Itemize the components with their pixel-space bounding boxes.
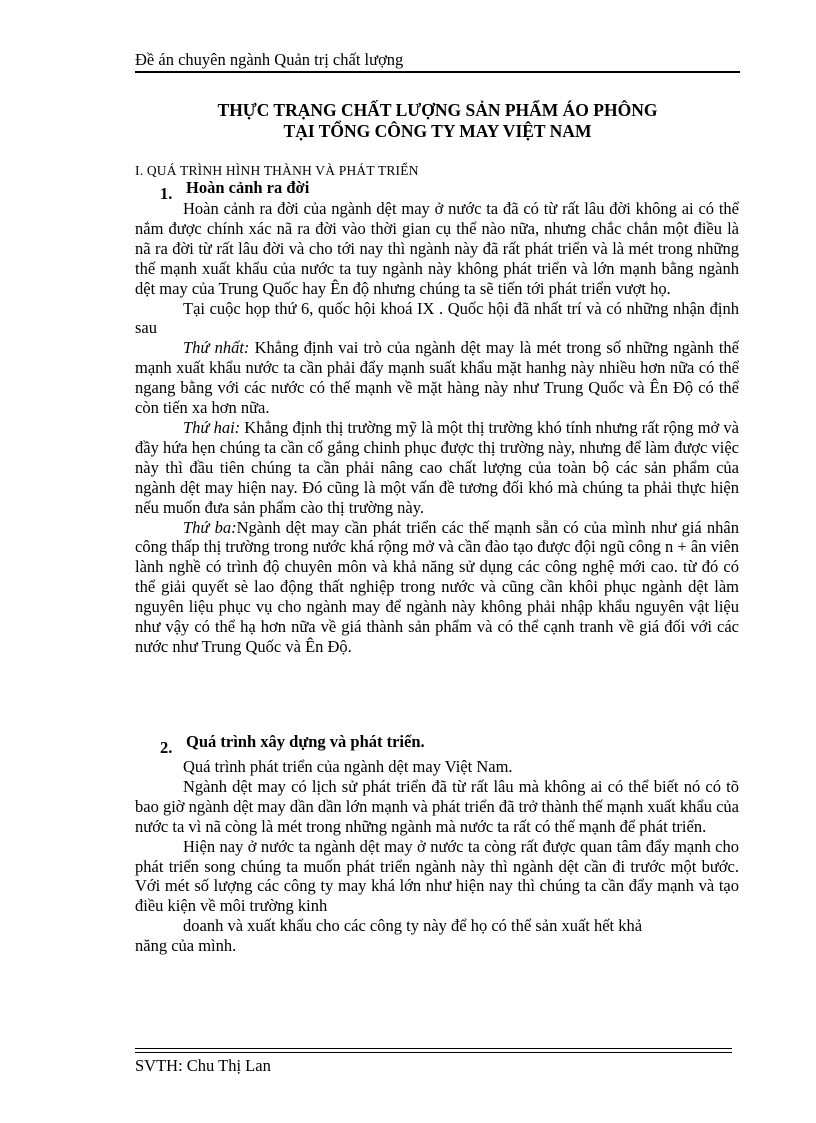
- paragraph: [135, 338, 739, 418]
- paragraph-lead: Thứ nhất:: [183, 338, 250, 358]
- paragraph: Quá trình phát triển của ngành dệt may Việt Nam.: [183, 757, 513, 776]
- footer-rule: [135, 1052, 732, 1053]
- paragraph-text: Khẳng định thị trường mỹ là một thị trường khó tính nhưng rất rộng mở và đầy hứa hẹn chúng ta cần cố gắng chinh phục được thị trường này, nhưng để làm được việc này thì đầu tiên chúng ta cần phải nâng cao chất lượng của toàn bộ các sản phẩm của ngành dệt may hiện nay. Đó cũng là một vấn đề tương đối khó mà chúng ta phải thực hiện nếu muốn đưa sản phẩm cào thị trường này.: [135, 417, 739, 517]
- paragraph: Hoàn cảnh ra đời của ngành dệt may ở nước ta đã có từ rất lâu đời không ai có thể nắm được chính xác nã ra đời vào thời gian cụ thể nào nữa, nhưng chắc chắn một điều là nã ra đời từ rất lâu đời và cho tới nay thì ngành này đã rất phát triển và là mét trong những thế mạnh xuất khẩu của nước ta tuy ngành này không phát triển và lớn mạnh bằng ngành dệt may của Trung Quốc hay Ên độ nhưng chúng ta sẽ tiến tới phát triển vượt họ.: [135, 199, 739, 298]
- body-block-2: [135, 757, 739, 956]
- subsection-title: Quá trình xây dựng và phát triển.: [186, 732, 425, 751]
- paragraph-text: Ngành dệt may cần phát triển các thế mạnh sẵn có của mình như giá nhân công thấp thị trường trong nước khá rộng mở và cần đào tạo được đội ngũ công n + ân viên lành nghề có trình độ chuyên môn và khả năng sử dụng các công nghệ mới cao. từ đó có thể giải quyết sè lao động thất nghiệp trong nước và cũng cần khôi phục ngành dệt làm nguyên liệu phục vụ cho ngành may để ngành này không phải nhập khẩu nguyên vật liệu như vậy có thể hạ hơn nữa về giá thành sản phẩm và có thể cạnh tranh về giá đối với các nước như Trung Quốc và Ên Độ.: [135, 517, 739, 656]
- header-rule: [135, 71, 740, 73]
- paragraph: [135, 518, 739, 657]
- footer-rule: [135, 1048, 732, 1049]
- subsection-heading-1: [160, 178, 740, 203]
- title-line-2: TẠI TỔNG CÔNG TY MAY VIỆT NAM: [283, 121, 592, 141]
- paragraph-text: Khẳng định vai trò của ngành dệt may là mét trong số những ngành thế mạnh xuất khẩu nước ta cần phải đẩy mạnh suất khẩu mặt hanhg này nhiều hơn nữa có thể ngang bằng với các nước có thế mạnh về mặt hàng này như Trung Quốc và Ên Độ có thể còn tiến xa hơn nữa.: [135, 338, 739, 418]
- subsection-number: 2.: [160, 738, 173, 757]
- paragraph: doanh và xuất khẩu cho các công ty này để họ có thể sản xuất hết khả: [183, 916, 643, 936]
- subsection-title: Hoàn cảnh ra đời: [186, 178, 310, 197]
- page-footer: SVTH: Chu Thị Lan: [135, 1056, 271, 1075]
- subsection-number: 1.: [160, 184, 173, 203]
- document-title: [135, 100, 740, 142]
- paragraph: Hiện nay ở nước ta ngành dệt may ở nước ta còng rất được quan tâm đẩy mạnh cho phát triển song chúng ta muốn phát triển ngành này thì ngành dệt cần đi trước một bước. Với mét số lượng các công ty may khá lớn như hiện nay thì chúng ta cần đẩy mạnh và tạo điều kiện về môi trường kinh: [135, 836, 739, 916]
- title-line-1: THỰC TRẠNG CHẤT LƯỢNG SẢN PHẨM ÁO PHÔNG: [217, 100, 658, 120]
- body-block-1: [135, 199, 739, 657]
- subsection-heading-2: [160, 732, 740, 757]
- paragraph: [135, 418, 739, 518]
- paragraph: Tại cuộc họp thứ 6, quốc hội khoá IX . Quốc hội đã nhất trí và có những nhận định sau: [135, 298, 739, 338]
- page-header: Đề án chuyên ngành Quản trị chất lượng: [135, 50, 404, 69]
- paragraph: Ngành dệt may có lịch sử phát triển đã từ rất lâu mà không ai có thể biết nó có tõ bao giờ ngành dệt may dần dần lớn mạnh và phát triển đã trở thành thế mạnh xuất khẩu của nước ta vì nã còng là mét trong những ngành mà nước ta rất có thế mạnh để phát triển.: [135, 776, 739, 836]
- section-heading: I. QUÁ TRÌNH HÌNH THÀNH VÀ PHÁT TRIỂN: [135, 163, 419, 178]
- paragraph-lead: Thứ hai:: [183, 417, 241, 437]
- paragraph: năng của mình.: [135, 936, 237, 956]
- paragraph-lead: Thứ ba:: [183, 517, 237, 537]
